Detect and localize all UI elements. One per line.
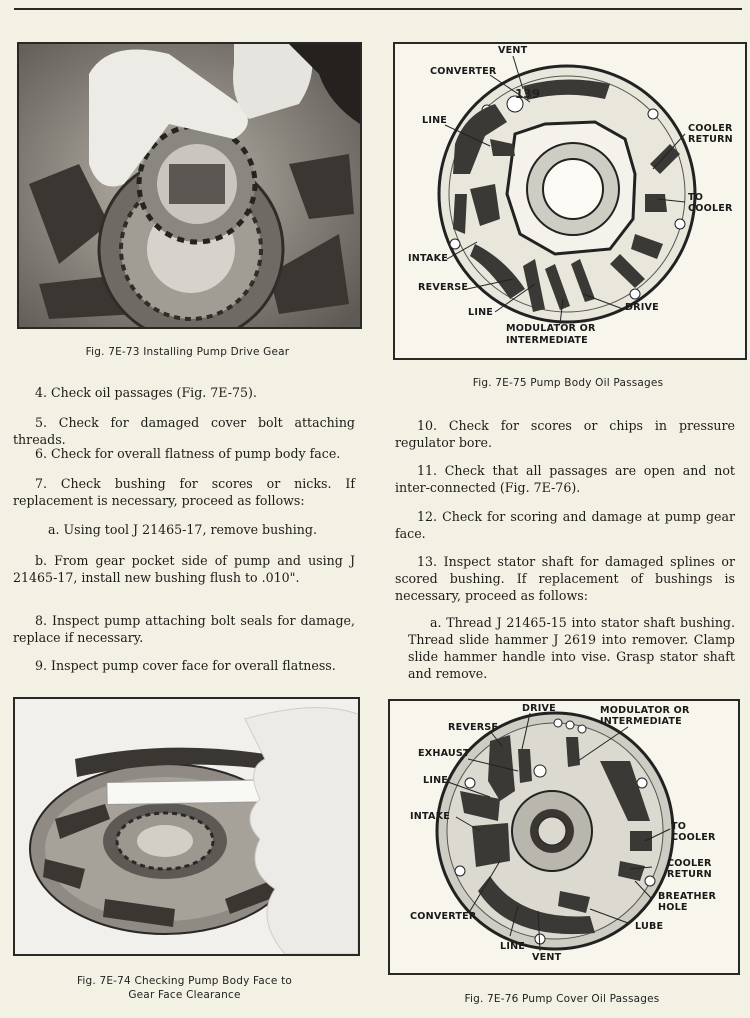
step-7a: a. Using tool J 21465-17, remove bushing. xyxy=(48,522,317,537)
fig76-label-line-top: LINE xyxy=(423,775,449,786)
fig-7e-75-diagram xyxy=(393,42,747,360)
fig76-label-line-bottom: LINE xyxy=(500,941,526,952)
fig-7e-73-photo xyxy=(17,42,362,329)
fig75-label-cooler-return-2: RETURN xyxy=(688,134,733,145)
fig76-label-exhaust: EXHAUST xyxy=(418,748,470,759)
fig75-label-modulator-1: MODULATOR OR xyxy=(506,323,596,334)
step-5: 5. Check for damaged cover bolt attaching threads. xyxy=(13,415,355,447)
fig75-label-vent: VENT xyxy=(498,45,528,56)
step-7: 7. Check bushing for scores or nicks. If replacement is necessary, proceed as follows: xyxy=(13,476,355,508)
fig75-label-line-bottom: LINE xyxy=(468,307,494,318)
fig76-label-breather-1: BREATHER xyxy=(658,891,717,902)
fig75-label-cooler-return-1: COOLER xyxy=(688,123,733,134)
fig-7e-74-caption-line1: Fig. 7E-74 Checking Pump Body Face to xyxy=(76,975,293,987)
step-10: 10. Check for scores or chips in pressure regulator bore. xyxy=(395,418,735,450)
fig75-label-intake: INTAKE xyxy=(408,253,449,264)
step-13a: a. Thread J 21465-15 into stator shaft bushing. Thread slide hammer J 2619 into remover. Clamp slide hammer handle into vise. Grasp stator shaft and remove. xyxy=(408,615,735,681)
fig75-label-modulator-2: INTERMEDIATE xyxy=(506,335,588,346)
fig76-label-modulator-2: INTERMEDIATE xyxy=(600,716,682,727)
fig76-label-reverse: REVERSE xyxy=(448,722,499,733)
fig76-label-intake: INTAKE xyxy=(410,811,451,822)
step-8: 8. Inspect pump attaching bolt seals for damage, replace if necessary. xyxy=(13,613,355,645)
fig76-label-lube: LUBE xyxy=(635,921,664,932)
fig75-label-to-cooler-2: COOLER xyxy=(688,203,733,214)
fig76-label-converter: CONVERTER xyxy=(410,911,477,922)
fig-7e-76-diagram xyxy=(388,699,740,975)
fig75-label-reverse: REVERSE xyxy=(418,282,469,293)
step-9: 9. Inspect pump cover face for overall flatness. xyxy=(35,658,336,673)
fig76-label-to-cooler-2: COOLER xyxy=(671,832,716,843)
step-6: 6. Check for overall flatness of pump body face. xyxy=(35,446,341,461)
fig76-label-drive: DRIVE xyxy=(522,703,556,714)
fig75-label-converter: CONVERTER xyxy=(430,66,497,77)
top-rule xyxy=(14,8,742,10)
fig76-label-breather-2: HOLE xyxy=(658,902,688,913)
fig76-label-cooler-return-1: COOLER xyxy=(667,858,712,869)
fig76-label-cooler-return-2: RETURN xyxy=(667,869,712,880)
step-11: 11. Check that all passages are open and not inter-connected (Fig. 7E-76). xyxy=(395,463,735,495)
fig-7e-74-photo xyxy=(13,697,360,956)
fig-7e-74-caption-line2: Gear Face Clearance xyxy=(128,989,241,1001)
fig-7e-73-caption: Fig. 7E-73 Installing Pump Drive Gear xyxy=(85,346,290,358)
fig75-label-line-top: LINE xyxy=(422,115,448,126)
fig76-label-to-cooler-1: TO xyxy=(671,821,687,832)
step-13: 13. Inspect stator shaft for damaged splines or scored bushing. If replacement of bushings is necessary, proceed as follows: xyxy=(395,554,735,603)
step-4: 4. Check oil passages (Fig. 7E-75). xyxy=(35,385,257,400)
step-7b: b. From gear pocket side of pump and using J 21465-17, install new bushing flush to .010". xyxy=(13,553,355,585)
fig76-label-modulator-1: MODULATOR OR xyxy=(600,705,690,716)
fig-7e-75-stamp: 139 xyxy=(515,87,541,101)
step-12: 12. Check for scoring and damage at pump gear face. xyxy=(395,509,735,541)
fig-7e-76-caption: Fig. 7E-76 Pump Cover Oil Passages xyxy=(464,993,660,1005)
fig75-label-drive: DRIVE xyxy=(625,302,659,313)
fig-7e-75-caption: Fig. 7E-75 Pump Body Oil Passages xyxy=(472,377,664,389)
fig76-label-vent: VENT xyxy=(532,952,562,963)
fig75-label-to-cooler-1: TO xyxy=(688,192,704,203)
